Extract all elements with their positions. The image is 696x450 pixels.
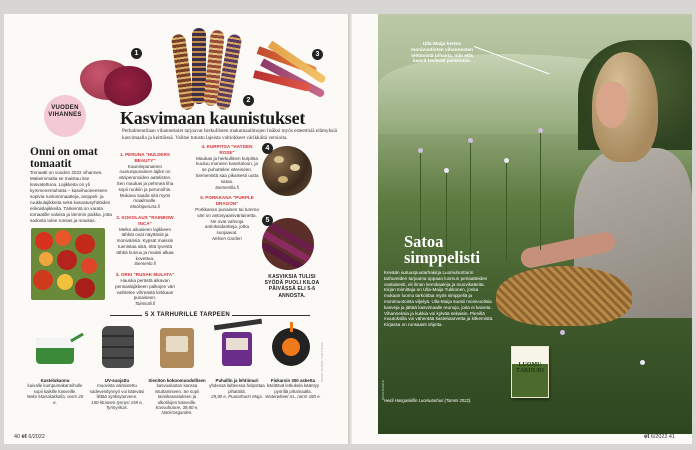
tomatoes-image bbox=[31, 228, 105, 300]
flower bbox=[538, 128, 543, 133]
tool-body: käsittävä letkukela kääntyy pyörillä pihamaalla. bbox=[266, 383, 320, 394]
entry-body: Hauska perästä alkavan pensaslajikkeen palkojen väri vaihtelee vihreästä kirkkaan punaiseen. bbox=[115, 277, 175, 301]
greenhouse-kit-image bbox=[150, 322, 202, 372]
flower bbox=[468, 138, 473, 143]
entry-body: Kauniinpunainen ruusunpunainen lajike on väriperunoiden aateliston. Sen maukas ja pehmeä liha sopii ruokiin ja perunoihin. Mukava saada sitä myös maailmalle. bbox=[116, 163, 174, 204]
badge-line-1: VUODEN bbox=[51, 105, 79, 111]
photo-caption: Ulla-Maija kertoo monivuotisten vihannesten tehtävistä pihasta, niin että kasvit leviävät paremmin. bbox=[410, 42, 474, 65]
entry-3 bbox=[114, 272, 176, 307]
entry-source: Siemenlo.fi bbox=[134, 261, 156, 267]
magazine-logo: et bbox=[21, 434, 27, 440]
entry-1 bbox=[114, 152, 176, 210]
tool-body: kuivalle kumpumakanniholle sopii kaikille kasveille. bbox=[27, 383, 83, 394]
vegetable-of-year-badge bbox=[38, 105, 92, 119]
tool-source: Neko Maisalakkalla, norm 20 e. bbox=[26, 394, 84, 405]
entry-4 bbox=[194, 144, 260, 190]
entries-column-2 bbox=[194, 144, 260, 247]
entry-5 bbox=[194, 195, 260, 241]
flower bbox=[418, 148, 423, 153]
article-title: Satoa simppelisti bbox=[404, 232, 481, 267]
book-credit: Heidi Hangaskilfin Luomutarhuri (Tammi 2022). bbox=[384, 398, 472, 403]
callout-3: 3 bbox=[312, 49, 323, 60]
callout-2: 2 bbox=[243, 95, 254, 106]
entry-body: Melko aikaiseen lajikkeen tähkät ovat näyttäviä ja monivärisiä. Kypsät maissin tunnistaa siitä, että tyvestä tähkä kuivuu ja maissi alkaa kovettua. bbox=[116, 226, 174, 261]
tool-description-3 bbox=[148, 378, 206, 416]
callout-1: 1 bbox=[131, 48, 142, 59]
woman-face bbox=[596, 82, 628, 128]
tool-description-2 bbox=[88, 378, 146, 410]
sidebar-title: Onni on omat tomaatit bbox=[30, 146, 98, 170]
entry-source: Siemenilla.fi bbox=[215, 184, 239, 190]
tool-body: kasvualustan kanssa istuttamiseen. Se sopii taimikasvatuksen ja ulkotilojen kasveille. bbox=[155, 383, 199, 405]
tool-description-5 bbox=[264, 378, 322, 400]
tool-source: Kasvuhuone, 39,80 e, Näckrosgarden. bbox=[155, 405, 199, 416]
entry-heading: 1. PERUNA "HULDERS BEAUTY" bbox=[120, 152, 170, 163]
hose-reel-image bbox=[264, 322, 316, 372]
entry-heading: 5. PORKKANA "PURPLE DRAGON" bbox=[200, 195, 254, 207]
issue-number: 6/2022 bbox=[650, 434, 668, 440]
photo-credit-right: KUVA ISTOCK bbox=[381, 380, 385, 400]
entry-source: Taimiväli.fi bbox=[134, 301, 156, 307]
tool-body: yhdessä laitteessa helpottaa pihatöitä. bbox=[209, 383, 265, 394]
flower-stem bbox=[540, 130, 541, 250]
divider bbox=[110, 315, 142, 316]
magazine-logo: et bbox=[644, 434, 650, 440]
folio-right bbox=[644, 434, 675, 440]
folio-left bbox=[14, 434, 45, 440]
flower bbox=[504, 158, 509, 163]
page-number: 41 bbox=[668, 434, 675, 440]
page-number: 40 bbox=[14, 434, 20, 440]
tip-box: KASVIKSIA TULISI SYÖDÄ PUOLI KILOA PÄIVÄSSÄ ELI 5-6 ANNOSTA. bbox=[264, 274, 320, 299]
tool-description-4 bbox=[208, 378, 266, 400]
book-title: LUOMU TARHURI bbox=[516, 362, 544, 374]
watering-can-image bbox=[30, 322, 82, 372]
tool-source: 29,90 e, Puutarhurin Maja. bbox=[211, 394, 263, 400]
badge-line-2: VIHANNES bbox=[48, 112, 82, 118]
tool-name: Kastelukannu bbox=[40, 378, 70, 383]
entry-source: Mocktiperuna.fi bbox=[130, 204, 160, 210]
entry-heading: 3. ORKI "RUSAK MULATA" bbox=[115, 272, 175, 278]
rain-barrel-image bbox=[92, 322, 144, 372]
entry-body: Maukas ja herkullinen kurpitsa kuuluu moneen kasvitaloon, ja se puhuttelee väreineen. Siemenistä saa pikaisesti uutta satoa. bbox=[195, 155, 259, 184]
flower bbox=[560, 330, 565, 335]
flower bbox=[640, 360, 645, 365]
purple-carrots-photo bbox=[262, 218, 314, 270]
entries-column-1 bbox=[114, 152, 176, 312]
tool-name: Fiskarsin 300 asketta bbox=[270, 378, 316, 383]
photo-credit-left: KUVAT ISTOCK, TUOTTAJAT bbox=[320, 342, 324, 382]
entry-body: Porkkanan punainen tai tumma väri on antosyaaniväriainetta. Ne ovat vahvoja antioksidantteja, jotka suojaavat. bbox=[195, 206, 259, 236]
basket-image bbox=[496, 266, 632, 326]
flower bbox=[444, 168, 449, 173]
tool-source: Waterwheel XL, norm 180 e. bbox=[265, 394, 321, 400]
entry-heading: 4. KURPITSA "HAYDEN ROSE" bbox=[201, 144, 253, 155]
lead-paragraph: Perhalmentilaan vihanneksiet tarjoavat herkullisten makumaailmojen lisäksi myös esteettisiä elämyksiä kasvimaalla ja keittiössä. Valitse tutustu lajeista valtiokkeet värikkäitä versioita. bbox=[122, 128, 337, 141]
tool-name: Sieniton kokoomuodollisen bbox=[148, 378, 206, 383]
entry-heading: 2. KOKOLAUS "RAINBOW INCA" bbox=[116, 214, 174, 226]
entry-2 bbox=[114, 215, 176, 267]
tool-name: Puhallin ja lehtiimuri bbox=[215, 378, 259, 383]
tools-heading: 5 X TARHURILLE TARPEEN bbox=[145, 312, 231, 318]
article-body: Kevään uutuuspuutarhakirja Luomuhortturin tarhureiden tarjoama oppaan luomun periaatteiden vastaisesti, eli ilman kemikaaleja ja muovikatteita. Kirjan toimittaja on Ulla-Maija Tukkonen, jonka mukaan luomu tarkoittaa myös simppeliä ja monimuotoista viljelyä. Ulla-Maija suosii monivuotisia kasveja ja jättää kasvimaalle reunoja, joita ei kaiveta. Vihanneksia ja kukkia voi kylvää sekaisin. Pienillä muutoksilla voi vähentää kastelutarvetta ja kitkemistä. Kirjassa on runsaasti ohjeita. bbox=[384, 270, 494, 328]
entry-source: Nelsen Garden bbox=[212, 235, 242, 241]
leaf-blower-image bbox=[212, 322, 264, 372]
page-title: Kasvimaan kaunistukset bbox=[120, 108, 306, 128]
tool-body: muovista valmistettu sadevesitynnyri voi käteväsi liittää syöksytorveen. bbox=[89, 383, 145, 400]
sidebar-body: Tomaatti on vuoden 2022 vihannes. Makeimmalta se maistuu itse kasvatettuna. Lajikkeita on yli kymmenentuhatta – kasvihuoneeseen sopivia runkotomaatteja, amppeli- ja ruukkulajikkeita sekä kasvatusyhtiöiden erikoislajikkeita. Tärkeintä on varata tomaatille valoisa ja lämmin paikka, jotta sadosta tulee runsas ja maukas. bbox=[30, 170, 112, 223]
callout-5: 5 bbox=[262, 215, 273, 226]
tool-source: 150-litrainen tynnyri 159 e, Tynnyrikas. bbox=[91, 399, 143, 411]
callout-4: 4 bbox=[262, 143, 273, 154]
divider bbox=[232, 315, 310, 316]
tool-description-1 bbox=[26, 378, 84, 405]
issue-number: 6/2022 bbox=[28, 434, 45, 440]
tool-name: UV-suojattu bbox=[104, 378, 130, 383]
